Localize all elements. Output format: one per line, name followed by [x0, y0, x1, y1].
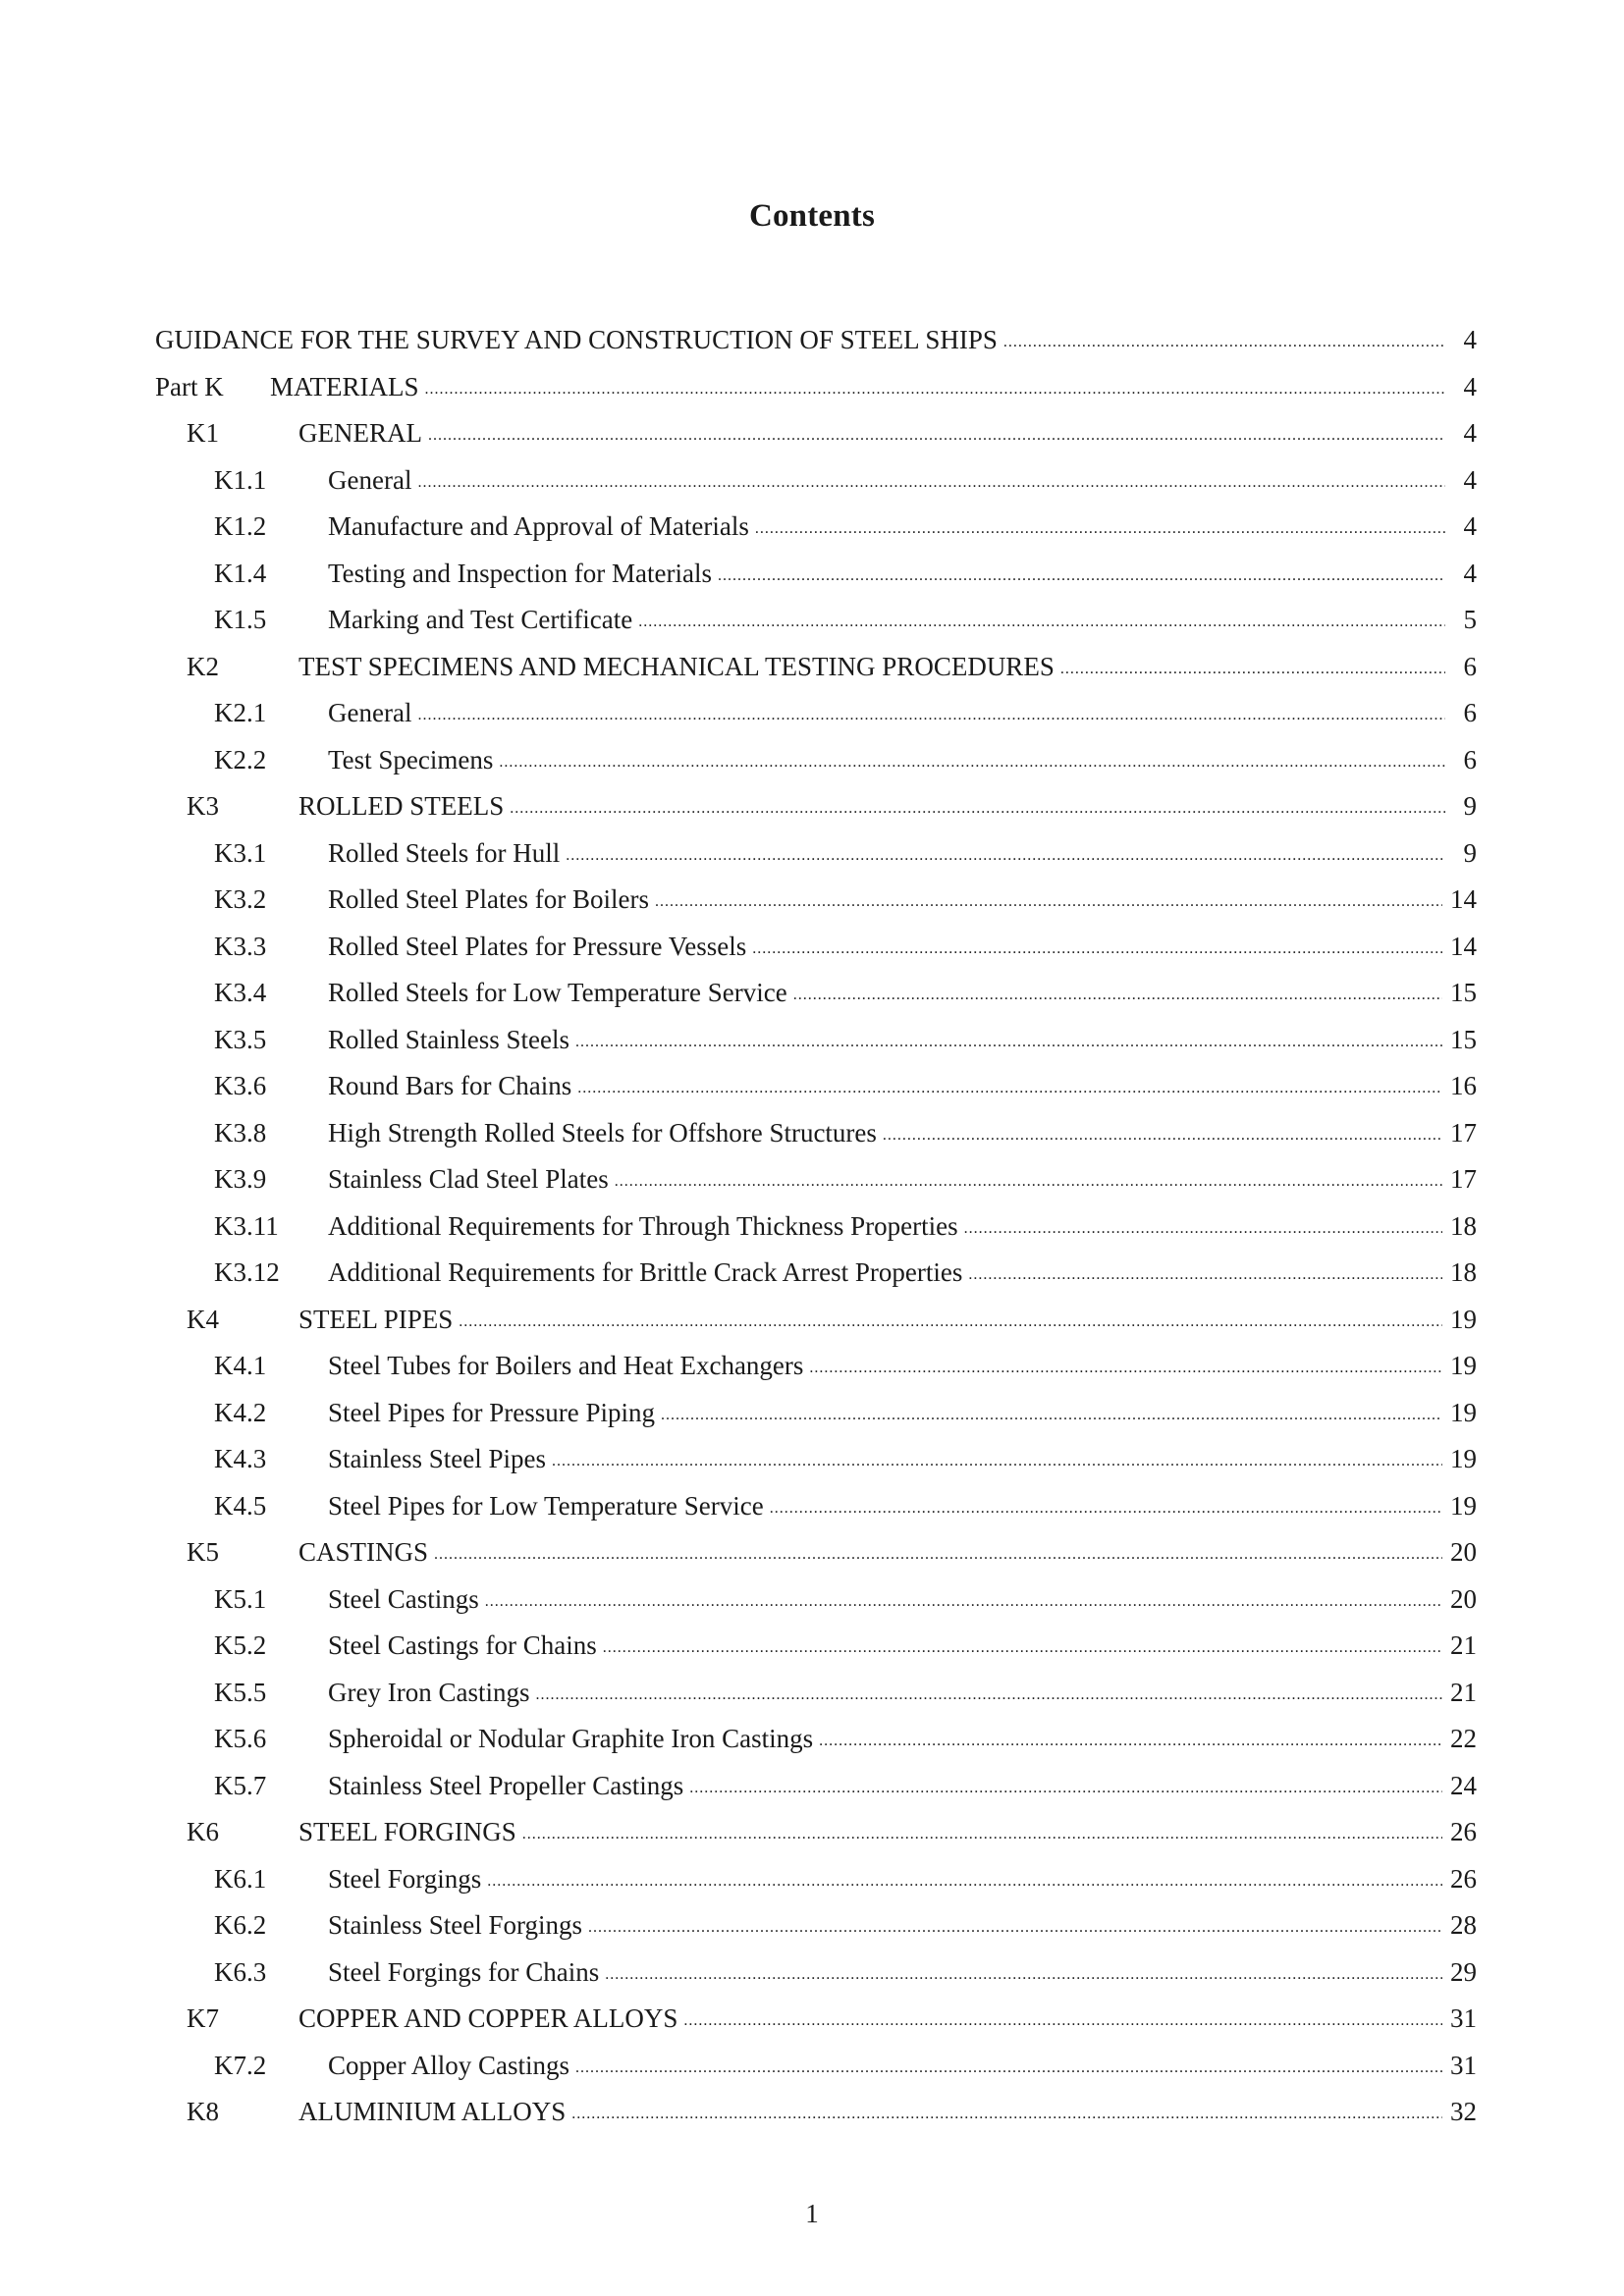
toc-dot-leader [770, 1493, 1442, 1520]
toc-entry-page: 19 [1450, 1444, 1477, 1474]
toc-entry[interactable] [155, 1529, 1477, 1576]
toc-dot-leader [485, 1586, 1442, 1613]
toc-entry-page: 16 [1450, 1071, 1477, 1101]
toc-entry-title: COPPER AND COPPER ALLOYS [298, 2003, 678, 2034]
toc-entry[interactable] [155, 1809, 1477, 1856]
toc-entry[interactable] [155, 1483, 1477, 1530]
toc-entry-title: Additional Requirements for Through Thickness Properties [328, 1210, 958, 1241]
toc-dot-leader [425, 374, 1445, 400]
toc-entry-page: 21 [1450, 1630, 1477, 1661]
toc-entry-page: 26 [1450, 1863, 1477, 1894]
toc-entry-page: 4 [1463, 371, 1477, 401]
toc-entry[interactable] [155, 317, 1477, 364]
toc-entry-title: Testing and Inspection for Materials [328, 558, 712, 588]
toc-entry-number: K3.11 [214, 1210, 279, 1241]
toc-entry-number: K3 [187, 791, 219, 822]
toc-dot-leader [552, 1446, 1442, 1472]
toc-dot-leader [499, 747, 1445, 774]
toc-entry[interactable] [155, 2043, 1477, 2090]
toc-entry-page: 19 [1450, 1490, 1477, 1521]
toc-entry-title: Round Bars for Chains [328, 1071, 572, 1101]
toc-entry[interactable] [155, 457, 1477, 505]
toc-entry-title: Stainless Clad Steel Plates [328, 1164, 609, 1195]
toc-entry-number: K3.9 [214, 1164, 267, 1195]
toc-entry-title: General [328, 464, 412, 495]
toc-dot-leader [571, 2099, 1442, 2125]
toc-entry-title: Copper Alloy Castings [328, 2050, 570, 2080]
toc-entry-page: 6 [1463, 698, 1477, 728]
toc-entry-page: 19 [1450, 1304, 1477, 1334]
toc-entry-title: Spheroidal or Nodular Graphite Iron Castings [328, 1724, 814, 1754]
toc-entry[interactable] [155, 877, 1477, 924]
toc-entry-number: Part K [155, 371, 224, 401]
toc-entry-page: 9 [1463, 791, 1477, 822]
toc-entry-page: 6 [1463, 744, 1477, 774]
toc-entry-page: 22 [1450, 1724, 1477, 1754]
toc-entry-page: 19 [1450, 1397, 1477, 1427]
toc-entry-page: 20 [1450, 1537, 1477, 1568]
toc-entry-number: K5.5 [214, 1677, 267, 1707]
toc-entry-title: MATERIALS [270, 371, 419, 401]
toc-entry-title: Rolled Stainless Steels [328, 1024, 569, 1054]
toc-entry-title: Rolled Steels for Hull [328, 837, 561, 868]
toc-entry[interactable] [155, 783, 1477, 830]
toc-entry-page: 9 [1463, 837, 1477, 868]
toc-entry[interactable] [155, 1576, 1477, 1624]
toc-entry[interactable] [155, 1949, 1477, 1997]
toc-entry-page: 21 [1450, 1677, 1477, 1707]
toc-entry-page: 4 [1463, 418, 1477, 449]
toc-entry[interactable] [155, 690, 1477, 737]
toc-entry-number: K3.3 [214, 931, 267, 961]
toc-entry-title: STEEL FORGINGS [298, 1817, 516, 1847]
toc-entry[interactable] [155, 830, 1477, 878]
toc-entry-number: K2.1 [214, 698, 267, 728]
toc-entry-page: 19 [1450, 1351, 1477, 1381]
toc-entry-number: K3.4 [214, 978, 267, 1008]
toc-entry-page: 17 [1450, 1164, 1477, 1195]
toc-dot-leader [809, 1353, 1442, 1379]
toc-entry-number: K6.2 [214, 1910, 267, 1941]
toc-entry-page: 4 [1463, 464, 1477, 495]
toc-entry-title: Marking and Test Certificate [328, 605, 633, 635]
toc-entry[interactable] [155, 1390, 1477, 1437]
toc-entry-number: K6.3 [214, 1956, 267, 1987]
toc-dot-leader [755, 513, 1445, 540]
toc-dot-leader [615, 1166, 1442, 1193]
toc-entry[interactable] [155, 597, 1477, 644]
toc-dot-leader [968, 1259, 1442, 1286]
toc-entry-page: 14 [1450, 884, 1477, 915]
toc-dot-leader [588, 1912, 1442, 1939]
toc-dot-leader [434, 1539, 1442, 1566]
toc-dot-leader [819, 1726, 1442, 1752]
toc-entry-page: 5 [1463, 605, 1477, 635]
toc-entry-number: K2 [187, 651, 219, 681]
toc-entry-number: K1 [187, 418, 219, 449]
toc-entry-number: K6.1 [214, 1863, 267, 1894]
toc-entry-number: K4 [187, 1304, 219, 1334]
toc-entry-number: K1.1 [214, 464, 267, 495]
toc-dot-leader [883, 1120, 1442, 1147]
toc-dot-leader [428, 420, 1445, 447]
toc-entry-title: ALUMINIUM ALLOYS [298, 2097, 567, 2127]
toc-entry-number: K8 [187, 2097, 219, 2127]
toc-entry-title: High Strength Rolled Steels for Offshore Structures [328, 1117, 877, 1148]
toc-entry-number: K1.4 [214, 558, 267, 588]
toc-entry-title: Additional Requirements for Brittle Crack Arrest Properties [328, 1257, 963, 1288]
toc-entry[interactable] [155, 364, 1477, 411]
toc-entry-page: 6 [1463, 651, 1477, 681]
toc-entry[interactable] [155, 1156, 1477, 1203]
toc-entry-title: Stainless Steel Pipes [328, 1444, 546, 1474]
toc-entry[interactable] [155, 1856, 1477, 1903]
toc-dot-leader [1060, 654, 1445, 680]
toc-entry-page: 29 [1450, 1956, 1477, 1987]
page-number: 1 [805, 2199, 819, 2228]
toc-entry-number: K5 [187, 1537, 219, 1568]
toc-entry-page: 4 [1463, 325, 1477, 355]
toc-entry-title: Steel Tubes for Boilers and Heat Exchangers [328, 1351, 804, 1381]
toc-entry-number: K4.2 [214, 1397, 267, 1427]
toc-dot-leader [752, 934, 1442, 960]
toc-entry-page: 31 [1450, 2050, 1477, 2080]
toc-entry-page: 20 [1450, 1583, 1477, 1614]
toc-entry-number: K3.2 [214, 884, 267, 915]
toc-entry-number: K6 [187, 1817, 219, 1847]
toc-dot-leader [459, 1307, 1442, 1333]
toc-entry[interactable] [155, 551, 1477, 598]
toc-dot-leader [718, 561, 1445, 587]
toc-entry-number: K4.1 [214, 1351, 267, 1381]
toc-entry-number: K3.6 [214, 1071, 267, 1101]
toc-entry-title: Steel Forgings [328, 1863, 482, 1894]
toc-entry-title: Stainless Steel Forgings [328, 1910, 583, 1941]
toc-entry-page: 31 [1450, 2003, 1477, 2034]
toc-entry-title: Rolled Steels for Low Temperature Service [328, 978, 787, 1008]
toc-dot-leader [603, 1632, 1442, 1659]
toc-entry-number: K1.2 [214, 511, 267, 542]
toc-entry-number: K5.7 [214, 1770, 267, 1800]
toc-dot-leader [605, 1959, 1442, 1986]
toc-entry-number: K7 [187, 2003, 219, 2034]
toc-entry-title: Steel Castings [328, 1583, 479, 1614]
toc-entry-number: K4.5 [214, 1490, 267, 1521]
toc-dot-leader [575, 2053, 1442, 2079]
toc-entry-page: 28 [1450, 1910, 1477, 1941]
toc-entry-title: Grey Iron Castings [328, 1677, 530, 1707]
toc-entry-number: K2.2 [214, 744, 267, 774]
table-of-contents [155, 317, 1477, 2136]
toc-entry-title: Rolled Steel Plates for Pressure Vessels [328, 931, 747, 961]
toc-dot-leader [683, 2005, 1442, 2032]
toc-entry-title: Rolled Steel Plates for Boilers [328, 884, 649, 915]
toc-entry-number: K5.6 [214, 1724, 267, 1754]
toc-dot-leader [510, 793, 1445, 820]
toc-entry-page: 24 [1450, 1770, 1477, 1800]
toc-dot-leader [689, 1773, 1442, 1799]
toc-dot-leader [655, 886, 1442, 913]
toc-entry[interactable] [155, 1670, 1477, 1717]
toc-entry-title: CASTINGS [298, 1537, 429, 1568]
toc-entry[interactable] [155, 924, 1477, 971]
toc-entry-title: Steel Castings for Chains [328, 1630, 597, 1661]
toc-entry-number: K3.12 [214, 1257, 280, 1288]
toc-entry-number: K3.1 [214, 837, 267, 868]
toc-entry[interactable] [155, 737, 1477, 784]
toc-dot-leader [417, 467, 1445, 494]
toc-entry-title: ROLLED STEELS [298, 791, 505, 822]
toc-entry-title: STEEL PIPES [298, 1304, 454, 1334]
toc-entry[interactable] [155, 1996, 1477, 2043]
toc-dot-leader [638, 607, 1445, 633]
toc-entry[interactable] [155, 504, 1477, 551]
toc-entry[interactable] [155, 970, 1477, 1017]
toc-entry[interactable] [155, 1203, 1477, 1251]
toc-dot-leader [577, 1073, 1442, 1099]
toc-entry[interactable] [155, 644, 1477, 691]
toc-entry-title: Test Specimens [328, 744, 494, 774]
toc-entry-title: Steel Pipes for Pressure Piping [328, 1397, 655, 1427]
toc-entry[interactable] [155, 1763, 1477, 1810]
toc-entry[interactable] [155, 1623, 1477, 1670]
toc-entry[interactable] [155, 1297, 1477, 1344]
toc-dot-leader [1003, 327, 1445, 353]
toc-dot-leader [522, 1819, 1442, 1845]
toc-entry-page: 4 [1463, 558, 1477, 588]
toc-dot-leader [964, 1213, 1442, 1240]
toc-dot-leader [417, 700, 1445, 726]
toc-entry-page: 14 [1450, 931, 1477, 961]
toc-entry-number: K7.2 [214, 2050, 267, 2080]
toc-dot-leader [566, 840, 1445, 867]
toc-entry[interactable] [155, 1063, 1477, 1110]
toc-dot-leader [661, 1400, 1442, 1426]
toc-entry[interactable] [155, 1902, 1477, 1949]
toc-entry[interactable] [155, 410, 1477, 457]
toc-entry-page: 17 [1450, 1117, 1477, 1148]
toc-entry[interactable] [155, 1110, 1477, 1157]
toc-entry[interactable] [155, 1250, 1477, 1297]
toc-entry-title: Stainless Steel Propeller Castings [328, 1770, 684, 1800]
toc-entry-title: GENERAL [298, 418, 422, 449]
toc-entry-page: 15 [1450, 978, 1477, 1008]
toc-entry[interactable] [155, 1017, 1477, 1064]
toc-entry[interactable] [155, 2089, 1477, 2136]
toc-entry[interactable] [155, 1436, 1477, 1483]
toc-dot-leader [487, 1866, 1442, 1893]
toc-entry-page: 18 [1450, 1210, 1477, 1241]
toc-entry-title: Manufacture and Approval of Materials [328, 511, 749, 542]
toc-entry-number: K4.3 [214, 1444, 267, 1474]
toc-entry-page: 15 [1450, 1024, 1477, 1054]
toc-entry-page: 18 [1450, 1257, 1477, 1288]
toc-dot-leader [575, 1027, 1442, 1053]
toc-entry-number: K5.2 [214, 1630, 267, 1661]
toc-entry[interactable] [155, 1716, 1477, 1763]
toc-dot-leader [793, 980, 1442, 1006]
toc-entry[interactable] [155, 1343, 1477, 1390]
toc-entry-number: K5.1 [214, 1583, 267, 1614]
toc-entry-title: TEST SPECIMENS AND MECHANICAL TESTING PROCEDURES [298, 651, 1055, 681]
toc-entry-title: Steel Pipes for Low Temperature Service [328, 1490, 764, 1521]
toc-entry-number: K3.8 [214, 1117, 267, 1148]
toc-entry-title: General [328, 698, 412, 728]
toc-entry-page: 4 [1463, 511, 1477, 542]
toc-entry-number: K3.5 [214, 1024, 267, 1054]
toc-entry-page: 32 [1450, 2097, 1477, 2127]
toc-entry-title: Steel Forgings for Chains [328, 1956, 600, 1987]
toc-dot-leader [535, 1680, 1442, 1706]
toc-entry-number: K1.5 [214, 605, 267, 635]
toc-entry-page: 26 [1450, 1817, 1477, 1847]
page-title: Contents [748, 198, 876, 234]
toc-entry-title: GUIDANCE FOR THE SURVEY AND CONSTRUCTION OF STEEL SHIPS [155, 325, 998, 355]
